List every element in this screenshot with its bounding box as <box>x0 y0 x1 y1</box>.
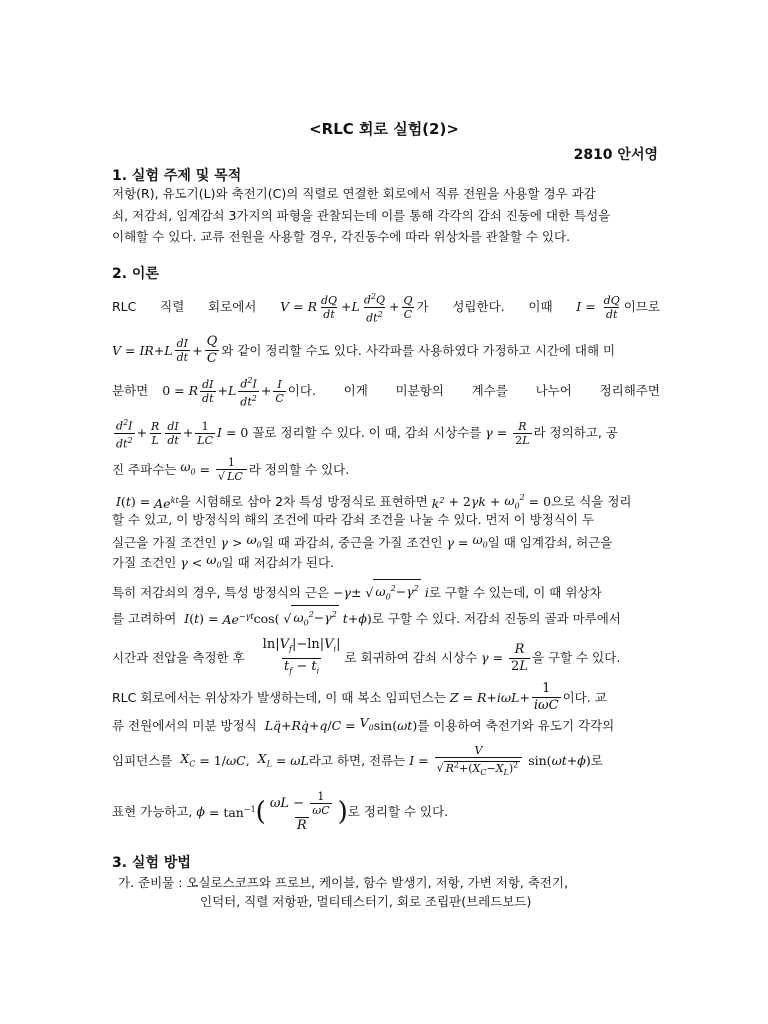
text: 라 정의할 수 있다. <box>248 461 350 477</box>
text: 를 이용하여 축전기와 유도기 각각의 <box>417 717 615 733</box>
text: 을 시험해로 삼아 2차 특성 방정식로 표현하면 <box>178 494 428 510</box>
theory-line-4: $\frac{d^2I}{dt^2}$ + $\frac{R}{L}$ $\frac{dI}{dt}$ + $\frac{1}{LC}$ I = 0 꼴로 정리할 수 있다. 이 때, 감쇠 시상수를 γ = $\frac{R}{2L}$ 라 정의하고, 공 <box>116 418 618 451</box>
paragraph-line: 할 수 있고, 이 방정식의 해의 조건에 따라 감쇠 조건을 나눌 수 있다. 먼저 이 방정식이 두 <box>112 512 595 527</box>
text: 특히 저감쇠의 경우, 특성 방정식의 근은 <box>112 584 330 600</box>
text: 를 고려하여 <box>112 610 177 626</box>
text: 회로에서 <box>208 299 257 315</box>
text: RLC 회로에서는 위상차가 발생하는데, 이 때 복소 임피던스는 <box>112 689 446 705</box>
theory-line-11: 를 고려하여 I ( t ) = $Ae^{-\gamma t}$ cos( √ $\omega_0^2-\gamma^2$ t + ϕ ) 로 구할 수 있다. 저감쇠 진동의 골과 마루에서 <box>112 605 660 633</box>
text: 라고 하면, 전류는 <box>308 753 406 769</box>
theory-line-6: I ( t ) = $Ae^{kt}$ 을 시험해로 삼아 2차 특성 방정식로 표현하면 $k^2$ + 2 γk + $\omega_0^2$ = 0 으로 식을 정리 <box>112 493 632 511</box>
section-2-heading: 2. 이론 <box>112 266 159 282</box>
text: 실근을 가질 조건인 <box>112 534 217 550</box>
text: 을 구할 수 있다. <box>531 650 621 666</box>
text: 이므로 <box>623 299 660 315</box>
text: 나누어 <box>535 383 572 399</box>
text: 류 전원에서의 미분 방정식 <box>112 717 257 733</box>
text: 일 때 과감쇠, 중근을 가질 조건인 <box>261 534 443 550</box>
theory-line-14: 류 전원에서의 미분 방정식 Lq̈ + Rq̇ + q / C = $V_0$ sin( ωt ) 를 이용하여 축전기와 유도기 각각의 <box>112 715 615 733</box>
text: 분하면 <box>112 383 149 399</box>
text: 으로 식을 정리 <box>551 494 632 510</box>
theory-line-12: 시간과 전압을 측정한 후 $\frac{\ln|V_f|-\ln|V_i|}{t_f - t_i}$ 로 회귀하여 감쇠 시상수 γ = $\frac{R}{2L}$ 을 구할 수 있다. <box>112 637 660 679</box>
theory-line-8: 실근을 가질 조건인 γ > $\omega_0$ 일 때 과감쇠, 중근을 가질 조건인 γ = $\omega_0$ 일 때 임계감쇠, 허근을 <box>112 532 613 550</box>
text: 로 정리할 수 있다. <box>347 804 449 819</box>
text: 계수를 <box>471 383 508 399</box>
paragraph-line: 쇠, 저감쇠, 임계감쇠 3가지의 파형을 관찰되는데 이를 통해 각각의 감쇠 진동에 대한 특성을 <box>112 208 611 223</box>
text: 임피던스를 <box>112 753 173 769</box>
theory-line-16: 표현 가능하고, ϕ = $\tan^{-1}$ ( ωL − $\frac{1}{\omega C}$ R ) 로 정리할 수 있다. <box>112 790 449 833</box>
text: 가질 조건인 <box>112 554 177 570</box>
theory-line-2: V = IR + L $\frac{dI}{dt}$ + $\frac{Q}{C}$ 와 같이 정리할 수도 있다. 사각파를 사용하였다 가정하고 시간에 대해 미 <box>112 334 616 366</box>
theory-line-1 <box>112 290 660 324</box>
text: 시간과 전압을 측정한 후 <box>112 650 245 666</box>
text: 가 <box>416 299 429 315</box>
text: 이게 <box>343 383 368 399</box>
text: 로 회귀하여 감쇠 시상수 <box>344 650 478 666</box>
text: 일 때 저감쇠가 된다. <box>221 554 335 570</box>
theory-line-9: 가질 조건인 γ < $\omega_0$ 일 때 저감쇠가 된다. <box>112 552 335 570</box>
text: 로 <box>590 753 603 769</box>
text: 일 때 임계감쇠, 허근을 <box>487 534 613 550</box>
text: 정리해주면 <box>599 383 660 399</box>
text: 이다. <box>287 383 316 399</box>
text: 로 구할 수 있는데, 이 때 위상차 <box>428 584 602 600</box>
text: 와 같이 정리할 수도 있다. 사각파를 사용하였다 가정하고 시간에 대해 미 <box>221 342 616 358</box>
theory-line-10: 특히 저감쇠의 경우, 특성 방정식의 근은 − γ ± √ $\omega_0^2-\gamma^2$ i 로 구할 수 있는데, 이 때 위상차 <box>112 579 660 607</box>
materials-line-1: 가. 준비물 : 오실로스코프와 프로브, 케이블, 함수 발생기, 저항, 가변 저항, 축전기, <box>118 875 569 890</box>
text: 꼴로 정리할 수 있다. 이 때, 감쇠 시상수를 <box>252 425 482 441</box>
text: 직렬 <box>160 299 185 315</box>
paragraph-line: 저항(R), 유도기(L)와 축전기(C)의 직렬로 연결한 회로에서 직류 전원을 사용할 경우 과감 <box>112 186 596 201</box>
materials-line-2: 인덕터, 직렬 저항판, 멀티테스터기, 회로 조립판(브레드보드) <box>200 894 532 909</box>
text: 라 정의하고, 공 <box>533 425 618 441</box>
text: 성립한다. <box>452 299 505 315</box>
text: 진 주파수는 <box>112 461 177 477</box>
text: 이다. 교 <box>562 689 607 705</box>
text: 미분항의 <box>395 383 444 399</box>
document-title: <RLC 회로 실험(2)> <box>309 120 459 138</box>
equation-voltage-charge: V = R $\frac{dQ}{dt}$ + L $\frac{d^2Q}{dt^2}$ + $\frac{Q}{C}$ 가 <box>280 292 429 325</box>
text: 표현 가능하고, <box>112 804 193 819</box>
equation-current-def: I = $\frac{dQ}{dt}$ 이므로 <box>576 293 660 321</box>
theory-line-15: 임피던스를 $X_C$ = 1/ ωC , $X_L$ = ωL 라고 하면, 전류는 I = $\frac{V}{√ R^2+(X_C-X_L)^2}$ sin( ωt + ϕ ) 로 <box>112 744 603 777</box>
text: 이때 <box>528 299 553 315</box>
paragraph-line: 이해할 수 있다. 교류 전원을 사용할 경우, 각진동수에 따라 위상차를 관찰할 수 있다. <box>112 229 571 244</box>
theory-line-5: 진 주파수는 $\omega_0$ = $\frac{1}{√ LC}$ 라 정의할 수 있다. <box>112 456 350 483</box>
author: 2810 안서영 <box>573 147 658 163</box>
text: RLC <box>112 299 137 315</box>
theory-line-3: 분하면 0 = R $\frac{dI}{dt}$ + L $\frac{d^2I}{dt^2}$ + $\frac{I}{C}$ 이다. 이게 미분항의 계수를 나누어 정리해주면 <box>112 376 660 409</box>
theory-line-13: RLC 회로에서는 위상차가 발생하는데, 이 때 복소 임피던스는 Z = R + iωL + $\frac{1}{\text{iωC}}$ 이다. 교 <box>112 681 607 713</box>
section-3-heading: 3. 실험 방법 <box>112 855 191 871</box>
text: 로 구할 수 있다. 저감쇠 진동의 골과 마루에서 <box>371 610 621 626</box>
section-1-heading: 1. 실험 주제 및 목적 <box>112 168 242 184</box>
